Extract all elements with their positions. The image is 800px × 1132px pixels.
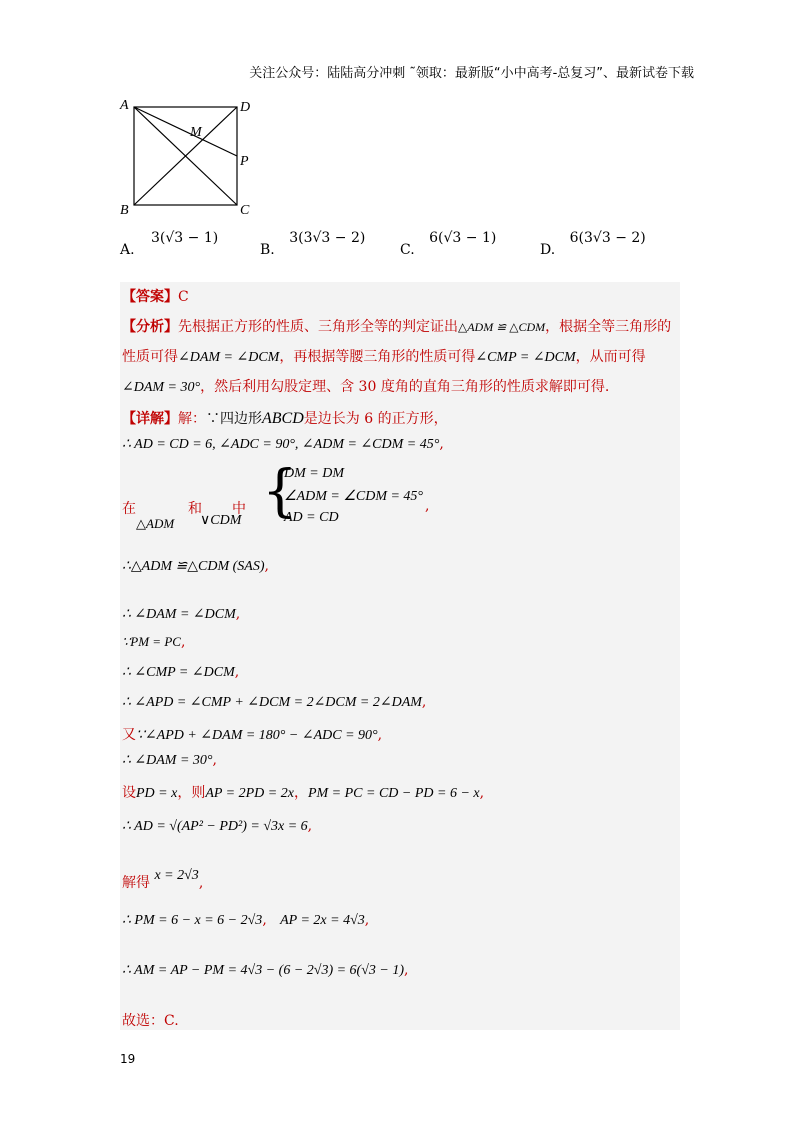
label-m: M [190, 125, 202, 140]
answer-options [120, 232, 680, 268]
detail-line-13: 解得 x = 2√3, [122, 868, 204, 891]
option-a[interactable] [120, 230, 219, 258]
label-c: C [240, 203, 250, 218]
square-figure [118, 95, 268, 220]
option-b[interactable] [260, 230, 366, 258]
answer-value: C [178, 289, 189, 305]
detail-line-11: 设PD = x，则AP = 2PD = 2x，PM = PC = CD − PD = 6 − x, [122, 785, 485, 801]
detail-line-10: ∴ ∠DAM = 30°, [122, 752, 217, 768]
analysis-tag: 【分析】 [122, 319, 178, 335]
segment-ap [134, 107, 237, 156]
system-line-1: DM = DM [284, 466, 344, 481]
analysis-line-2: 性质可得∠DAM = ∠DCM，再根据等腰三角形的性质可得∠CMP = ∠DCM，从而可得 [122, 349, 646, 365]
option-letter: A. [120, 242, 135, 258]
detail-line-1: 【详解】解：∵四边形ABCD是边长为 6 的正方形， [122, 410, 448, 427]
triangle-cdm: ∨CDM [200, 513, 242, 528]
congruence-system [262, 459, 462, 534]
option-c[interactable] [400, 230, 497, 258]
option-letter: C. [400, 242, 415, 258]
answer-tag: 【答案】 [122, 289, 178, 305]
option-d[interactable] [540, 230, 646, 258]
zai-label: 在 [122, 501, 136, 517]
detail-line-15: ∴ AM = AP − PM = 4√3 − (6 − 2√3) = 6(√3 − 1), [122, 962, 409, 978]
label-p: P [240, 154, 249, 169]
detail-line-5: ∴ ∠DAM = ∠DCM, [122, 606, 241, 622]
triangle-adm: △ADM [136, 516, 175, 531]
page-number: 19 [120, 1052, 136, 1066]
option-letter: B. [260, 242, 275, 258]
label-b: B [120, 203, 129, 218]
page-header: 关注公众号：陆陆高分冲刺 ˜领取：最新版“小中高考-总复习”、最新试卷下载 [249, 66, 694, 81]
zhong-label: 中 [232, 501, 246, 517]
analysis-line-3: ∠DAM = 30°，然后利用勾股定理、含 30 度角的直角三角形的性质求解即可得. [122, 379, 610, 395]
detail-line-9: 又∵∠APD + ∠DAM = 180° − ∠ADC = 90°, [122, 727, 383, 743]
label-a: A [120, 98, 129, 113]
option-letter: D. [540, 242, 556, 258]
final-answer-line: 故选：C. [122, 1013, 179, 1029]
label-d: D [240, 100, 251, 115]
system-line-3: AD = CD [284, 510, 339, 525]
answer-line [122, 286, 189, 306]
system-line-2: ∠ADM = ∠CDM = 45° [284, 489, 424, 504]
detail-line-14: ∴ PM = 6 − x = 6 − 2√3, AP = 2x = 4√3, [122, 912, 370, 928]
detail-line-4: ∴△ADM ≌△CDM (SAS), [122, 558, 269, 574]
option-value: 6(3√3 − 2) [569, 230, 646, 246]
system-comma: , [425, 498, 430, 514]
solution-panel [120, 282, 680, 1030]
analysis-line-1: 【分析】先根据正方形的性质、三角形全等的判定证出△ADM ≌ △CDM，根据全等三角形的 [122, 319, 672, 335]
detail-line-7: ∴ ∠CMP = ∠DCM, [122, 664, 240, 680]
option-value: 3(3√3 − 2) [289, 230, 366, 246]
detail-line-6: ∵PM = PC, [122, 634, 186, 650]
brace-icon: { [262, 459, 298, 524]
detail-line-12: ∴ AD = √(AP² − PD²) = √3x = 6, [122, 818, 313, 834]
detail-tag: 【详解】 [122, 411, 178, 427]
detail-line-2: ∴ AD = CD = 6, ∠ADC = 90°, ∠ADM = ∠CDM = 45°, [122, 436, 444, 452]
he-label: 和 [188, 501, 202, 517]
option-value: 3(√3 − 1) [151, 230, 219, 246]
detail-line-8: ∴ ∠APD = ∠CMP + ∠DCM = 2∠DCM = 2∠DAM, [122, 694, 427, 710]
option-value: 6(√3 − 1) [429, 230, 497, 246]
